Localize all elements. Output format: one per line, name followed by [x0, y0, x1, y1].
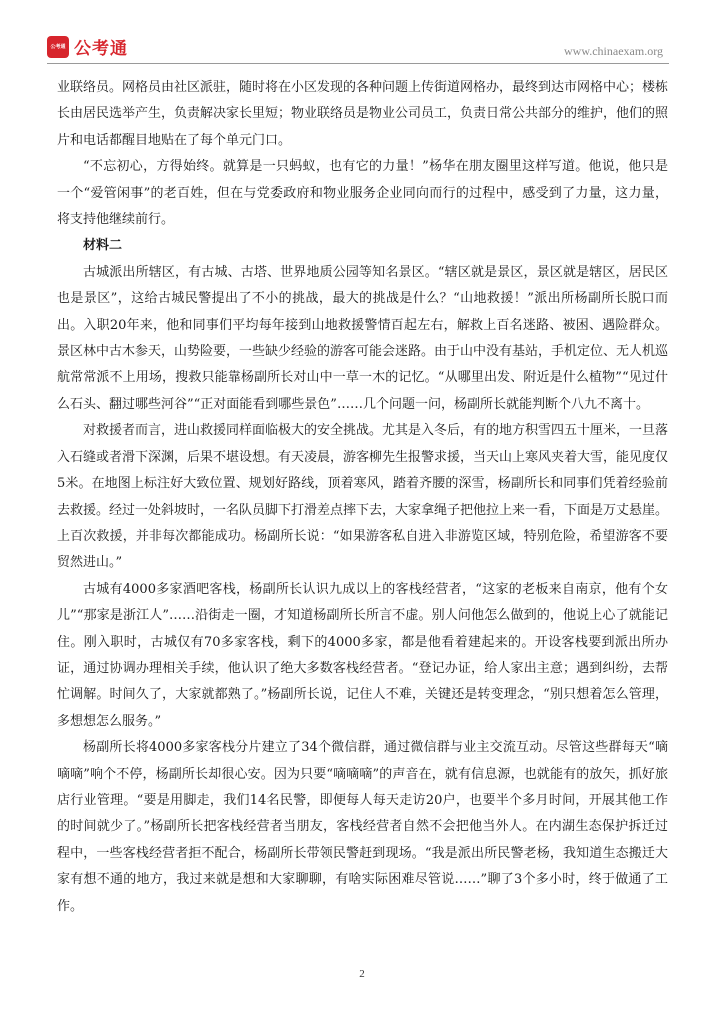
page-number: 2	[359, 968, 365, 980]
paragraph: 对救援者而言，进山救援同样面临极大的安全挑战。尤其是入冬后，有的地方积雪四五十厘米，一旦落入石缝或者滑下深渊，后果不堪设想。有天凌晨，游客柳先生报警求援，当天山上寒风夹着大雪，能见度仅5米。在地图上标注好大致位置、规划好路线，顶着寒风，踏着齐腰的深雪，杨副所长和同事们凭着经验前去救援。经过一处斜坡时，一名队员脚下打滑差点摔下去，大家拿绳子把他拉上来一看，下面是万丈悬崖。上百次救援，并非每次都能成功。杨副所长说：“如果游客私自进入非游览区域，特别危险，希望游客不要贸然进山。”	[57, 423, 669, 571]
paragraph: 杨副所长将4000多家客栈分片建立了34个微信群，通过微信群与业主交流互动。尽管这些群每天“嘀嘀嘀”响个不停，杨副所长却很心安。因为只要“嘀嘀嘀”的声音在，就有信息源，也就能有的放矢，抓好旅店行业管理。“要是用脚走，我们14名民警，即便每人每天走访20户，也要半个多月时间，开展其他工作的时间就少了。”杨副所长把客栈经营者当朋友，客栈经营者自然不会把他当外人。在内湖生态保护拆迁过程中，一些客栈经营者拒不配合，杨副所长带领民警赶到现场。“我是派出所民警老杨，我知道生态搬迁大家有想不通的地方，我过来就是想和大家聊聊，有啥实际困难尽管说……”聊了3个多小时，终于做通了工作。	[57, 740, 668, 914]
paragraph: 古城派出所辖区，有古城、古塔、世界地质公园等知名景区。“辖区就是景区，景区就是辖区，居民区也是景区”，这给古城民警提出了不小的挑战，最大的挑战是什么？“山地救援！”派出所杨副所长脱口而出。入职20年来，他和同事们平均每年接到山地救援警情百起左右，解救上百名迷路、被困、遇险群众。景区林中古木参天，山势险要，一些缺少经验的游客可能会迷路。由于山中没有基站，手机定位、无人机巡航常常派不上用场，搜救只能靠杨副所长对山中一草一木的记忆。“从哪里出发、附近是什么植物”“见过什么石头、翻过哪些河谷”“正对面能看到哪些景色”……几个问题一问，杨副所长就能判断个八九不离十。	[57, 264, 669, 412]
header-divider	[47, 63, 669, 64]
paragraph-continued: 业联络员。网格员由社区派驻，随时将在小区发现的各种问题上传街道网格办，最终到达市网格中心；楼栋长由居民选举产生，负责解决家长里短；物业联络员是物业公司员工，负责日常公共部分的维护，他们的照片和电话都醒目地贴在了每个单元门口。	[57, 80, 669, 148]
page-header	[47, 34, 667, 60]
document-body	[57, 75, 668, 920]
logo-badge-icon: 公考通	[47, 36, 69, 58]
site-url: www.chinaexam.org	[564, 44, 663, 58]
paragraph: “不忘初心，方得始终。就算是一只蚂蚁，也有它的力量！”杨华在朋友圈里这样写道。他说，他只是一个“爱管闲事”的老百姓，但在与党委政府和物业服务企业同向而行的过程中，感受到了力量，这力量，将支持他继续前行。	[57, 159, 668, 228]
paragraph: 古城有4000多家酒吧客栈，杨副所长认识九成以上的客栈经营者，“这家的老板来自南京，他有个女儿”“那家是浙江人”……沿街走一圈，才知道杨副所长所言不虚。别人问他怎么做到的，他说上心了就能记住。刚入职时，古城仅有70多家客栈，剩下的4000多家，都是他看着建起来的。开设客栈要到派出所办证，通过协调办理相关手续，他认识了绝大多数客栈经营者。“登记办证，给人家出主意；遇到纠纷，去帮忙调解。时间久了，大家就都熟了。”杨副所长说，记住人不难，关键还是转变理念，“别只想着怎么管理，多想想怎么服务。”	[57, 581, 668, 729]
logo-text: 公考通	[74, 39, 128, 59]
logo	[47, 34, 128, 59]
section-heading: 材料二	[83, 238, 123, 254]
